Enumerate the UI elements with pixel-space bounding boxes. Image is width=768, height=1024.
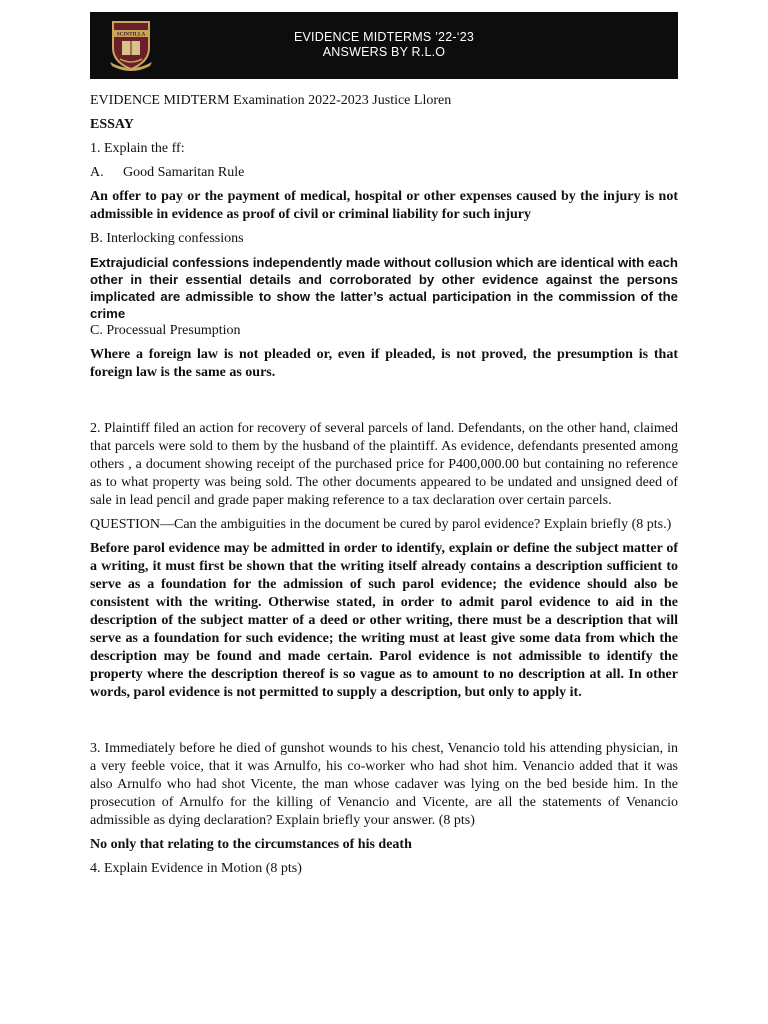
exam-title-line: EVIDENCE MIDTERM Examination 2022-2023 Justice Lloren	[90, 93, 452, 108]
answer-2: Before parol evidence may be admitted in order to identify, explain or define the subject matter of a writing, it must first be shown that the writing itself already contains a description sufficient to serve as a foundation for the admission of such parol evidence; the evidence should also be consistent with the writing. Otherwise stated, in order to admit parol evidence to aid in the description of the subject matter of a deed or other writing, there must be a description that will serve as a foundation for such evidence; the writing must at least give some data from which the description may be found and made certain. Parol evidence is not admissible to identify the property where the description thereof is so vague as to amount to no description at all. In other words, parol evidence is not permitted to supply a description, but only to apply it.	[90, 541, 678, 700]
item-a-letter: A.	[90, 165, 104, 180]
question-3: 3. Immediately before he died of gunshot wounds to his chest, Venancio told his attending physician, in a very feeble voice, that it was Arnulfo, his co-worker who had shot him. Venancio added that it was also Arnulfo who had shot Vicente, the man whose cadaver was lying on the bed beside him. In the prosecution of Arnulfo for the killing of Venancio and Vicente, are all the statements of Venancio admissible as dying declaration? Explain briefly your answer. (8 pts)	[90, 741, 678, 828]
header-title-line2: ANSWERS BY R.L.O	[322, 45, 446, 59]
question-4: 4. Explain Evidence in Motion (8 pts)	[90, 861, 302, 876]
question-1-item-c: C. Processual Presumption	[90, 323, 241, 338]
answer-3: No only that relating to the circumstances of his death	[90, 837, 412, 852]
scintilla-crest-logo	[108, 18, 154, 72]
logo-lettering: SCINTILLA	[116, 31, 146, 38]
item-a-label: Good Samaritan Rule	[123, 165, 245, 180]
question-1-item-b: B. Interlocking confessions	[90, 231, 244, 246]
header-title-line1: EVIDENCE MIDTERMS ’22-‘23	[293, 30, 475, 44]
answer-1c: Where a foreign law is not pleaded or, even if pleaded, is not proved, the presumption is that foreign law is the same as ours.	[90, 347, 678, 380]
section-heading: ESSAY	[90, 117, 134, 132]
question-2-prompt: QUESTION—Can the ambiguities in the document be cured by parol evidence? Explain briefly (8 pts.)	[90, 517, 672, 532]
answer-1a: An offer to pay or the payment of medical, hospital or other expenses caused by the injury is not admissible in evidence as proof of civil or criminal liability for such injury	[90, 189, 678, 222]
document-header-banner	[90, 12, 678, 79]
question-1: 1. Explain the ff:	[90, 141, 185, 156]
header-title	[240, 30, 528, 60]
question-2: 2. Plaintiff filed an action for recovery of several parcels of land. Defendants, on the other hand, claimed that parcels were sold to them by the husband of the plaintiff. As evidence, defendants presented among others , a document showing receipt of the purchased price for P400,000.00 but containing no reference as to what property was being sold. The other documents appeared to be undated and unsigned deed of sale in lead pencil and grade paper making reference to a tax declaration over certain parcels.	[90, 421, 678, 508]
document-body	[90, 92, 678, 878]
answer-1b: Extrajudicial confessions independently made without collusion which are identical with each other in their essential details and corroborated by other evidence against the persons implicated are admissible to show the latter’s actual participation in the commission of the crime	[90, 255, 678, 321]
question-1-item-a	[90, 164, 678, 182]
